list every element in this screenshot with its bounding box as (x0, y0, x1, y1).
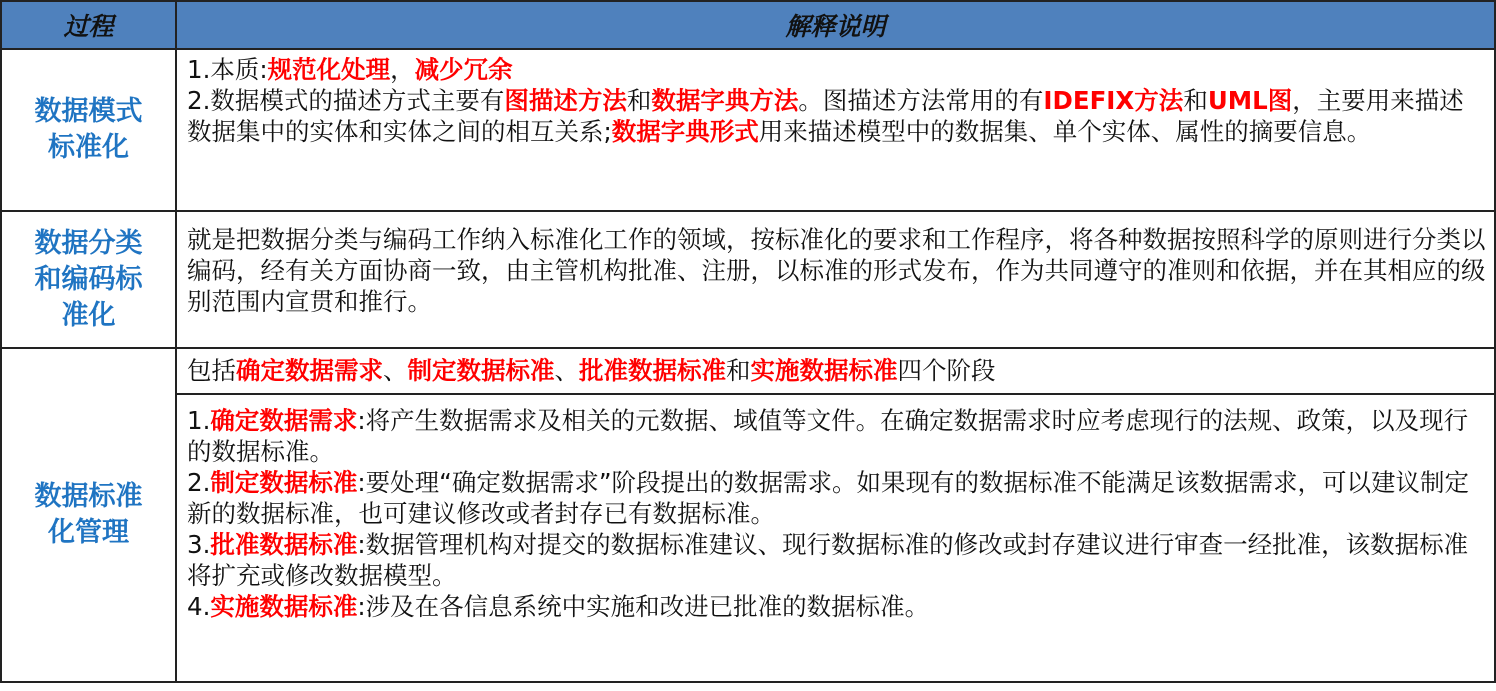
body-text: 1.本质: (187, 55, 268, 84)
body-text: 和 (626, 86, 652, 115)
paragraph (187, 467, 1488, 529)
header-row (1, 1, 1495, 49)
body-text: 四个阶段 (897, 356, 996, 385)
highlight-text: UML图 (1207, 86, 1293, 115)
row-management-summary (1, 348, 1495, 394)
category-data-schema (1, 49, 176, 211)
paragraph (187, 54, 1488, 85)
highlight-text: 实施数据标准 (750, 356, 898, 385)
header-explanation: 解释说明 (176, 1, 1495, 49)
paragraph (187, 224, 1488, 317)
body-text: 就是把数据分类与编码工作纳入标准化工作的领域，按标准化的要求和工作程序，将各种数据按照科学的原则进行分类以编码，经有关方面协商一致，由主管机构批准、注册，以标准的形式发布，作为共同遵守的准则和依据，并在其相应的级别范围内宣贯和推行。 (187, 225, 1486, 316)
row-data-schema (1, 49, 1495, 211)
body-text: 。图描述方法常用的有 (798, 86, 1044, 115)
category-label: 数据标准化管理 (34, 481, 143, 548)
desc-data-schema (176, 49, 1495, 211)
body-text: ，主要用来描述数据集中的实体和实体之间的相互关系; (187, 86, 1464, 146)
body-text: 和 (1183, 86, 1208, 115)
paragraph (187, 405, 1488, 467)
highlight-text: 规范化处理 (267, 55, 391, 84)
paragraph (187, 591, 1488, 622)
paragraph (187, 85, 1488, 147)
highlight-text: 数据字典形式 (611, 117, 759, 146)
highlight-text: 减少冗余 (414, 55, 513, 84)
highlight-text: 确定数据需求 (210, 406, 358, 435)
highlight-text: 批准数据标准 (210, 530, 358, 559)
body-text: 2.数据模式的描述方式主要有 (187, 86, 505, 115)
paragraph (187, 529, 1488, 591)
category-classification (1, 211, 176, 348)
body-text: :将产生数据需求及相关的元数据、域值等文件。在确定数据需求时应考虑现行的法规、政策，以及现行的数据标准。 (187, 406, 1469, 466)
body-text: 、 (383, 356, 408, 385)
body-text: 包括 (187, 356, 236, 385)
body-text: :数据管理机构对提交的数据标准建议、现行数据标准的修改或封存建议进行审查一经批准，该数据标准将扩充或修改数据模型。 (187, 530, 1469, 590)
row-management-detail (1, 394, 1495, 682)
highlight-text: 制定数据标准 (210, 468, 358, 497)
body-text: 3. (187, 530, 211, 559)
desc-classification (176, 211, 1495, 348)
highlight-text: 图描述方法 (504, 86, 627, 115)
highlight-text: 批准数据标准 (579, 356, 726, 385)
summary-management (176, 348, 1495, 394)
body-text: 用来描述模型中的数据集、单个实体、属性的摘要信息。 (758, 117, 1372, 146)
body-text: 1. (187, 406, 211, 435)
category-label: 数据模式标准化 (34, 96, 143, 163)
desc-management (176, 394, 1495, 682)
category-label: 数据分类和编码标准化 (34, 227, 143, 331)
body-text: 、 (554, 356, 579, 385)
highlight-text: IDEFIX方法 (1043, 86, 1184, 115)
body-text: :涉及在各信息系统中实施和改进已批准的数据标准。 (357, 592, 930, 621)
row-classification (1, 211, 1495, 348)
body-text: 2. (187, 468, 211, 497)
body-text: 4. (187, 592, 211, 621)
highlight-text: 数据字典方法 (651, 86, 799, 115)
highlight-text: 确定数据需求 (236, 356, 383, 385)
body-text: 和 (726, 356, 751, 385)
highlight-text: 实施数据标准 (210, 592, 358, 621)
highlight-text: 制定数据标准 (407, 356, 555, 385)
body-text: ， (390, 55, 415, 84)
body-text: :要处理“确定数据需求”阶段提出的数据需求。如果现有的数据标准不能满足该数据需求，可以建议制定新的数据标准，也可建议修改或者封存已有数据标准。 (187, 468, 1470, 528)
paragraph (187, 355, 1488, 386)
header-process: 过程 (1, 1, 176, 49)
category-management (1, 348, 176, 682)
